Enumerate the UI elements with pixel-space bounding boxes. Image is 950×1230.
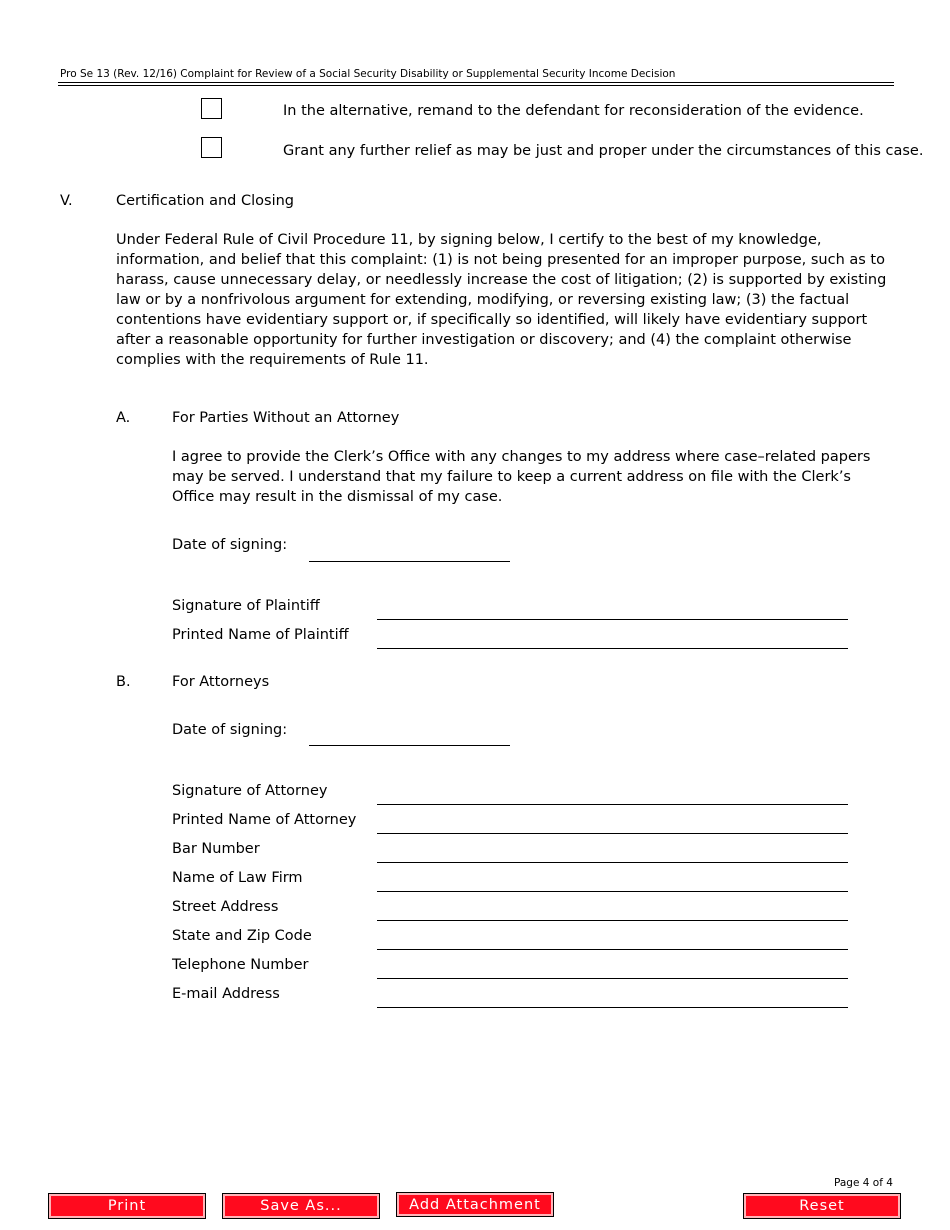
remand-option-label: In the alternative, remand to the defendant for reconsideration of the evidence. [283, 103, 864, 119]
law-firm-input[interactable] [377, 870, 848, 892]
telephone-input[interactable] [377, 957, 848, 979]
attorney-signature-row [172, 776, 848, 805]
email-row [172, 979, 848, 1008]
section-v-title: Certification and Closing [116, 193, 294, 209]
subsection-b-letter: B. [116, 674, 131, 690]
bar-number-input[interactable] [377, 841, 848, 863]
street-address-label: Street Address [172, 899, 279, 915]
state-zip-label: State and Zip Code [172, 928, 312, 944]
subsection-b-title: For Attorneys [172, 674, 270, 690]
email-label: E-mail Address [172, 986, 280, 1002]
street-address-row [172, 892, 848, 921]
section-v-number: V. [60, 193, 73, 209]
plaintiff-signature-label: Signature of Plaintiff [172, 598, 320, 614]
state-zip-row [172, 921, 848, 950]
telephone-row [172, 950, 848, 979]
address-agreement-paragraph: I agree to provide the Clerk’s Office with any changes to my address where case–related papers may be served. I understand that my failure to keep a current address on file with the Clerk’s Office may result in the dismissal of my case. [172, 449, 871, 505]
telephone-label: Telephone Number [172, 957, 309, 973]
remand-checkbox[interactable] [201, 98, 222, 119]
plaintiff-signature-input[interactable] [377, 598, 848, 620]
further-relief-option-label: Grant any further relief as may be just and proper under the circumstances of this case. [283, 143, 924, 159]
subsection-a-letter: A. [116, 410, 131, 426]
plaintiff-signature-row [172, 591, 848, 620]
plaintiff-date-input[interactable] [309, 540, 510, 562]
attorney-printed-name-label: Printed Name of Attorney [172, 812, 357, 828]
header-rule-bottom [58, 85, 894, 86]
header-rule-top [58, 82, 894, 83]
attorney-printed-name-input[interactable] [377, 812, 848, 834]
attorney-signature-label: Signature of Attorney [172, 783, 328, 799]
further-relief-checkbox[interactable] [201, 137, 222, 158]
plaintiff-date-label: Date of signing: [172, 537, 288, 553]
page-number: Page 4 of 4 [834, 1177, 893, 1189]
bar-number-label: Bar Number [172, 841, 260, 857]
law-firm-row [172, 863, 848, 892]
bar-number-row [172, 834, 848, 863]
print-button[interactable]: Print [48, 1193, 206, 1219]
subsection-a-title: For Parties Without an Attorney [172, 410, 400, 426]
email-input[interactable] [377, 986, 848, 1008]
law-firm-label: Name of Law Firm [172, 870, 303, 886]
attorney-printed-name-row [172, 805, 848, 834]
save-as-button[interactable]: Save As... [222, 1193, 380, 1219]
reset-button[interactable]: Reset [743, 1193, 901, 1219]
certification-paragraph: Under Federal Rule of Civil Procedure 11, by signing below, I certify to the best of my knowledge, information, and belief that this complaint: (1) is not being presented for an improper purpose, such as to harass, cause unnecessary delay, or needlessly increase the cost of litigation; (2) is supported by existing law or by a nonfrivolous argument for extending, modifying, or reversing existing law; (3) the factual contentions have evidentiary support or, if specifically so identified, will likely have evidentiary support after a reasonable opportunity for further investigation or discovery; and (4) the complaint otherwise complies with the requirements of Rule 11. [116, 232, 887, 368]
attorney-date-label: Date of signing: [172, 722, 288, 738]
state-zip-input[interactable] [377, 928, 848, 950]
street-address-input[interactable] [377, 899, 848, 921]
plaintiff-printed-name-input[interactable] [377, 627, 848, 649]
add-attachment-button[interactable]: Add Attachment [396, 1192, 554, 1217]
form-header-title: Pro Se 13 (Rev. 12/16) Complaint for Review of a Social Security Disability or Supplemental Security Income Decision [60, 68, 676, 80]
attorney-signature-input[interactable] [377, 783, 848, 805]
plaintiff-printed-name-row [172, 620, 848, 649]
plaintiff-printed-name-label: Printed Name of Plaintiff [172, 627, 349, 643]
attorney-date-input[interactable] [309, 724, 510, 746]
